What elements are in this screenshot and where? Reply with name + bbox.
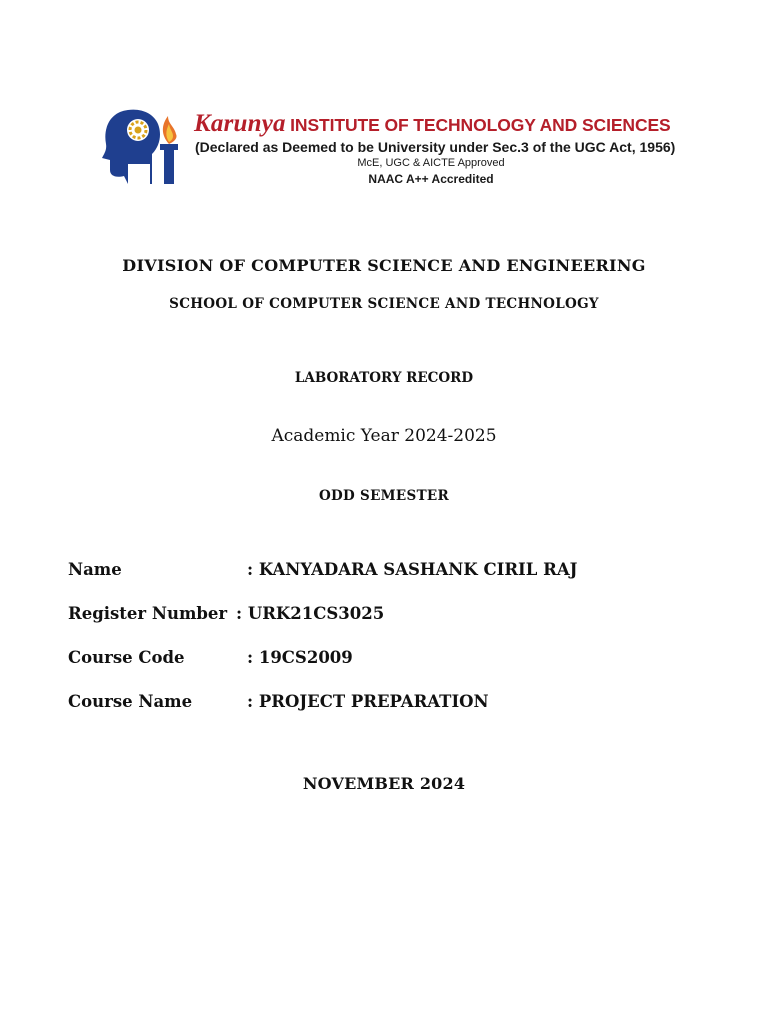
detail-value: : 19CS2009 xyxy=(247,648,353,667)
institute-title xyxy=(194,110,671,138)
semester-label: ODD SEMESTER xyxy=(318,488,450,504)
detail-value: : KANYADARA SASHANK CIRIL RAJ xyxy=(247,560,578,579)
institute-header xyxy=(100,104,676,190)
detail-value: : URK21CS3025 xyxy=(236,604,385,623)
brand-name: Karunya xyxy=(194,110,286,137)
approval-statement: McE, UGC & AICTE Approved xyxy=(357,157,505,169)
detail-value: : PROJECT PREPARATION xyxy=(247,692,489,711)
detail-row-course-code xyxy=(68,648,708,692)
detail-label: Course Name xyxy=(68,692,193,711)
accreditation-statement: NAAC A++ Accredited xyxy=(368,172,494,186)
detail-row-course-name xyxy=(68,692,708,736)
detail-label: Register Number xyxy=(68,604,228,623)
academic-year: Academic Year 2024-2025 xyxy=(271,426,497,446)
detail-label: Course Code xyxy=(68,648,185,667)
division-heading: DIVISION OF COMPUTER SCIENCE AND ENGINEERING xyxy=(122,256,646,275)
detail-label: Name xyxy=(68,560,122,579)
institute-name: INSTITUTE OF TECHNOLOGY AND SCIENCES xyxy=(290,115,671,135)
record-title: LABORATORY RECORD xyxy=(294,370,474,386)
detail-row-register-number xyxy=(68,604,708,648)
detail-row-name xyxy=(68,560,708,604)
submission-month: NOVEMBER 2024 xyxy=(302,774,466,793)
student-details xyxy=(68,560,708,736)
school-heading: SCHOOL OF COMPUTER SCIENCE AND TECHNOLOGY xyxy=(169,296,599,312)
declared-statement: (Declared as Deemed to be University under Sec.3 of the UGC Act, 1956) xyxy=(195,139,676,155)
